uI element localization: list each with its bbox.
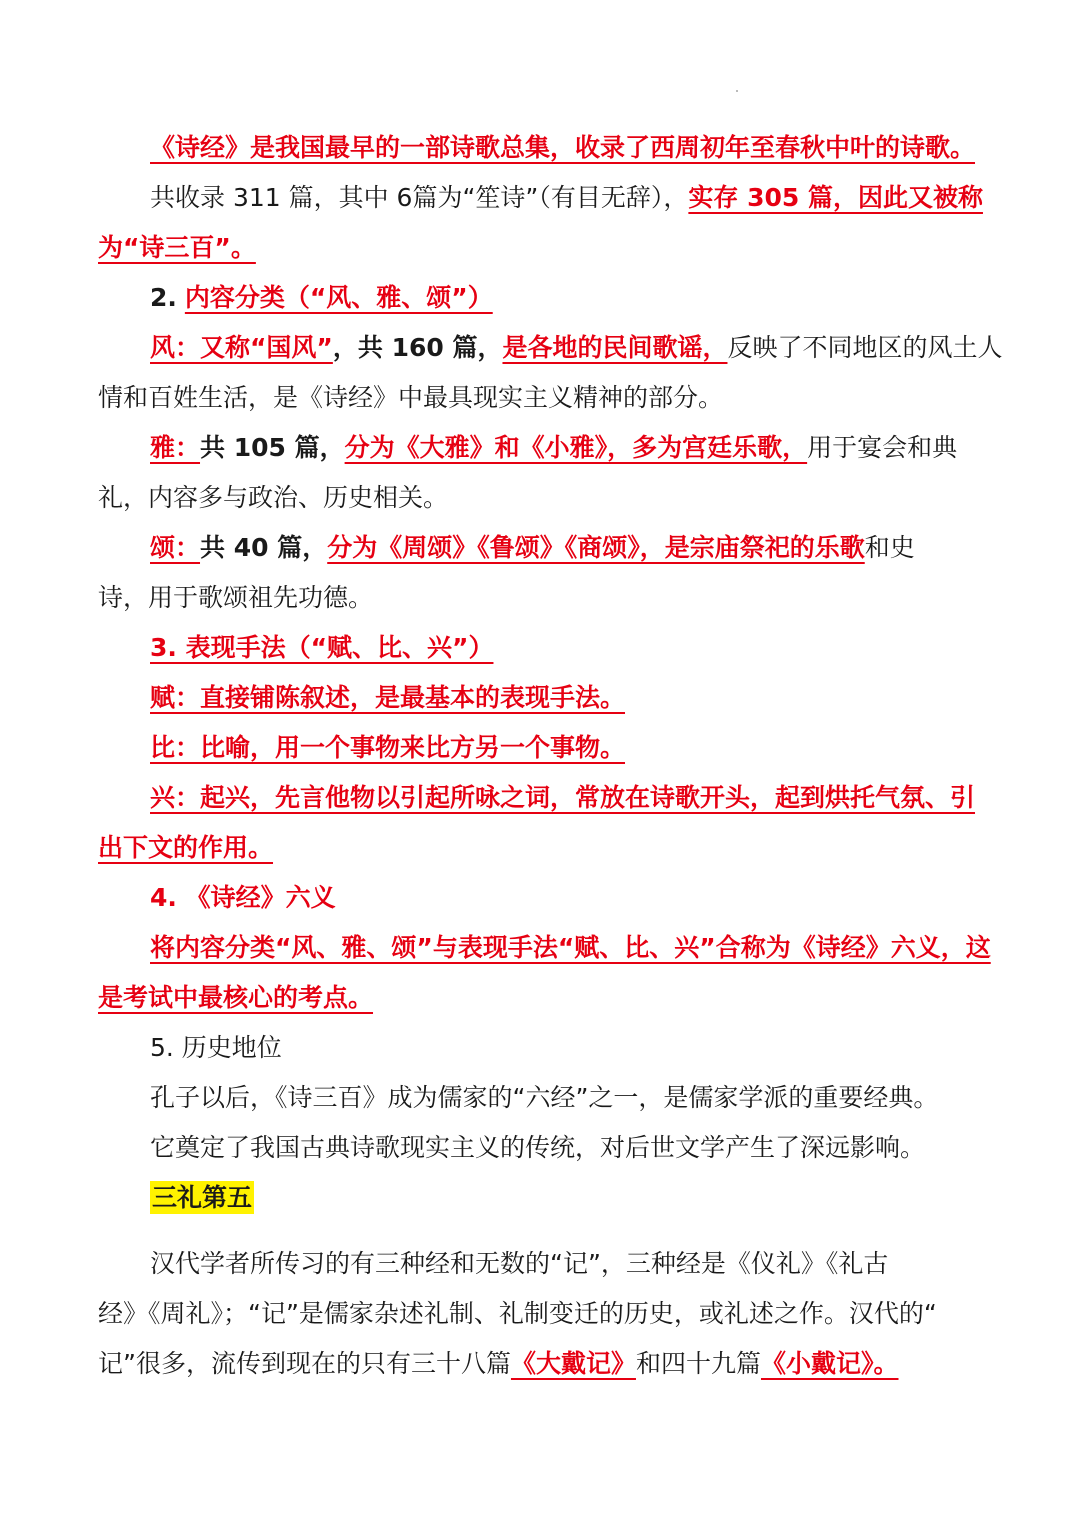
section4-text-1: 将内容分类“风、雅、颂”与表现手法“赋、比、兴”合称为《诗经》六义，这 bbox=[150, 933, 991, 962]
intro-red-3: 为“诗三百”。 bbox=[98, 233, 256, 262]
ya-red: 分为《大雅》和《小雅》，多为宫廷乐歌， bbox=[344, 433, 808, 462]
feng-line-2 bbox=[98, 373, 988, 423]
feng-plain-2: 情和百姓生活，是《诗经》中最具现实主义精神的部分。 bbox=[98, 383, 724, 412]
bi-line bbox=[98, 723, 988, 773]
ya-label: 雅： bbox=[150, 433, 201, 462]
feng-label: 风：又称“国风” bbox=[150, 333, 333, 362]
bi-text: 比：比喻，用一个事物来比方另一个事物。 bbox=[150, 733, 626, 762]
feng-red: 是各地的民间歌谣， bbox=[502, 333, 728, 362]
section4-text-2: 是考试中最核心的考点。 bbox=[98, 983, 374, 1012]
song-line-1 bbox=[98, 523, 988, 573]
xiao-dai-ji: 《小戴记》。 bbox=[760, 1349, 899, 1378]
sanli-line-1 bbox=[98, 1239, 988, 1289]
xing-text-1: 兴：起兴，先言他物以引起所咏之词，常放在诗歌开头，起到烘托气氛、引 bbox=[150, 783, 976, 812]
ya-count: 共 105 篇， bbox=[200, 433, 345, 462]
sanli-line-3 bbox=[98, 1339, 988, 1389]
fu-text: 赋：直接铺陈叙述，是最基本的表现手法。 bbox=[150, 683, 626, 712]
spacer bbox=[98, 1223, 988, 1239]
section4-heading bbox=[98, 873, 988, 923]
section3-heading bbox=[98, 623, 988, 673]
ya-plain-2: 礼，内容多与政治、历史相关。 bbox=[98, 483, 449, 512]
sanli-text-1: 汉代学者所传习的有三种经和无数的“记”，三种经是《仪礼》《礼古 bbox=[150, 1249, 889, 1278]
intro-line-3 bbox=[98, 223, 988, 273]
song-red: 分为《周颂》《鲁颂》《商颂》，是宗庙祭祀的乐歌 bbox=[327, 533, 865, 562]
section5-title: 5. 历史地位 bbox=[150, 1033, 282, 1062]
song-plain-1: 和史 bbox=[864, 533, 915, 562]
feng-line-1 bbox=[98, 323, 1003, 373]
song-count: 共 40 篇， bbox=[200, 533, 328, 562]
section4-line-1 bbox=[98, 923, 991, 973]
sanli-heading-row bbox=[98, 1173, 988, 1223]
section3-title: 3. 表现手法（“赋、比、兴”） bbox=[150, 633, 494, 662]
ya-plain-1: 用于宴会和典 bbox=[807, 433, 958, 462]
sanli-heading: 三礼第五 bbox=[152, 1183, 253, 1212]
section5-line-1 bbox=[98, 1073, 988, 1123]
section2-number: 2. bbox=[150, 283, 177, 312]
ya-line-2 bbox=[98, 473, 988, 523]
section5-line-2 bbox=[98, 1123, 988, 1173]
speck bbox=[736, 90, 738, 92]
intro-line-1 bbox=[98, 123, 988, 173]
sanli-text-2: 经》《周礼》；“记”是儒家杂述礼制、礼制变迁的历史，或礼述之作。汉代的“ bbox=[98, 1299, 937, 1328]
document-body bbox=[98, 123, 1003, 1389]
section4-line-2 bbox=[98, 973, 988, 1023]
section5-text-2: 它奠定了我国古典诗歌现实主义的传统，对后世文学产生了深远影响。 bbox=[150, 1133, 926, 1162]
intro-red-1: 《诗经》是我国最早的一部诗歌总集，收录了西周初年至春秋中叶的诗歌。 bbox=[150, 133, 976, 162]
section2-title: 内容分类（“风、雅、颂”） bbox=[184, 283, 493, 312]
sanli-plain-3b: 和四十九篇 bbox=[635, 1349, 761, 1378]
section4-title: 4. 《诗经》六义 bbox=[150, 883, 336, 912]
fu-line bbox=[98, 673, 988, 723]
sanli-line-2 bbox=[98, 1289, 988, 1339]
xing-text-2: 出下文的作用。 bbox=[98, 833, 274, 862]
ya-line-1 bbox=[98, 423, 988, 473]
feng-plain-1: 反映了不同地区的风土人 bbox=[727, 333, 1003, 362]
feng-count: ，共 160 篇， bbox=[332, 333, 503, 362]
section2-heading bbox=[98, 273, 988, 323]
song-plain-2: 诗，用于歌颂祖先功德。 bbox=[98, 583, 374, 612]
section5-text-1: 孔子以后，《诗三百》成为儒家的“六经”之一，是儒家学派的重要经典。 bbox=[150, 1083, 939, 1112]
intro-red-2: 实存 305 篇，因此又被称 bbox=[688, 183, 983, 212]
song-line-2 bbox=[98, 573, 988, 623]
song-label: 颂： bbox=[150, 533, 201, 562]
da-dai-ji: 《大戴记》 bbox=[510, 1349, 636, 1378]
sanli-plain-3a: 记”很多，流传到现在的只有三十八篇 bbox=[98, 1349, 511, 1378]
intro-line-2 bbox=[98, 173, 988, 223]
intro-plain-2: 共收录 311 篇，其中 6篇为“笙诗”（有目无辞）， bbox=[150, 183, 689, 212]
xing-line-1 bbox=[98, 773, 988, 823]
xing-line-2 bbox=[98, 823, 988, 873]
section5-heading bbox=[98, 1023, 988, 1073]
